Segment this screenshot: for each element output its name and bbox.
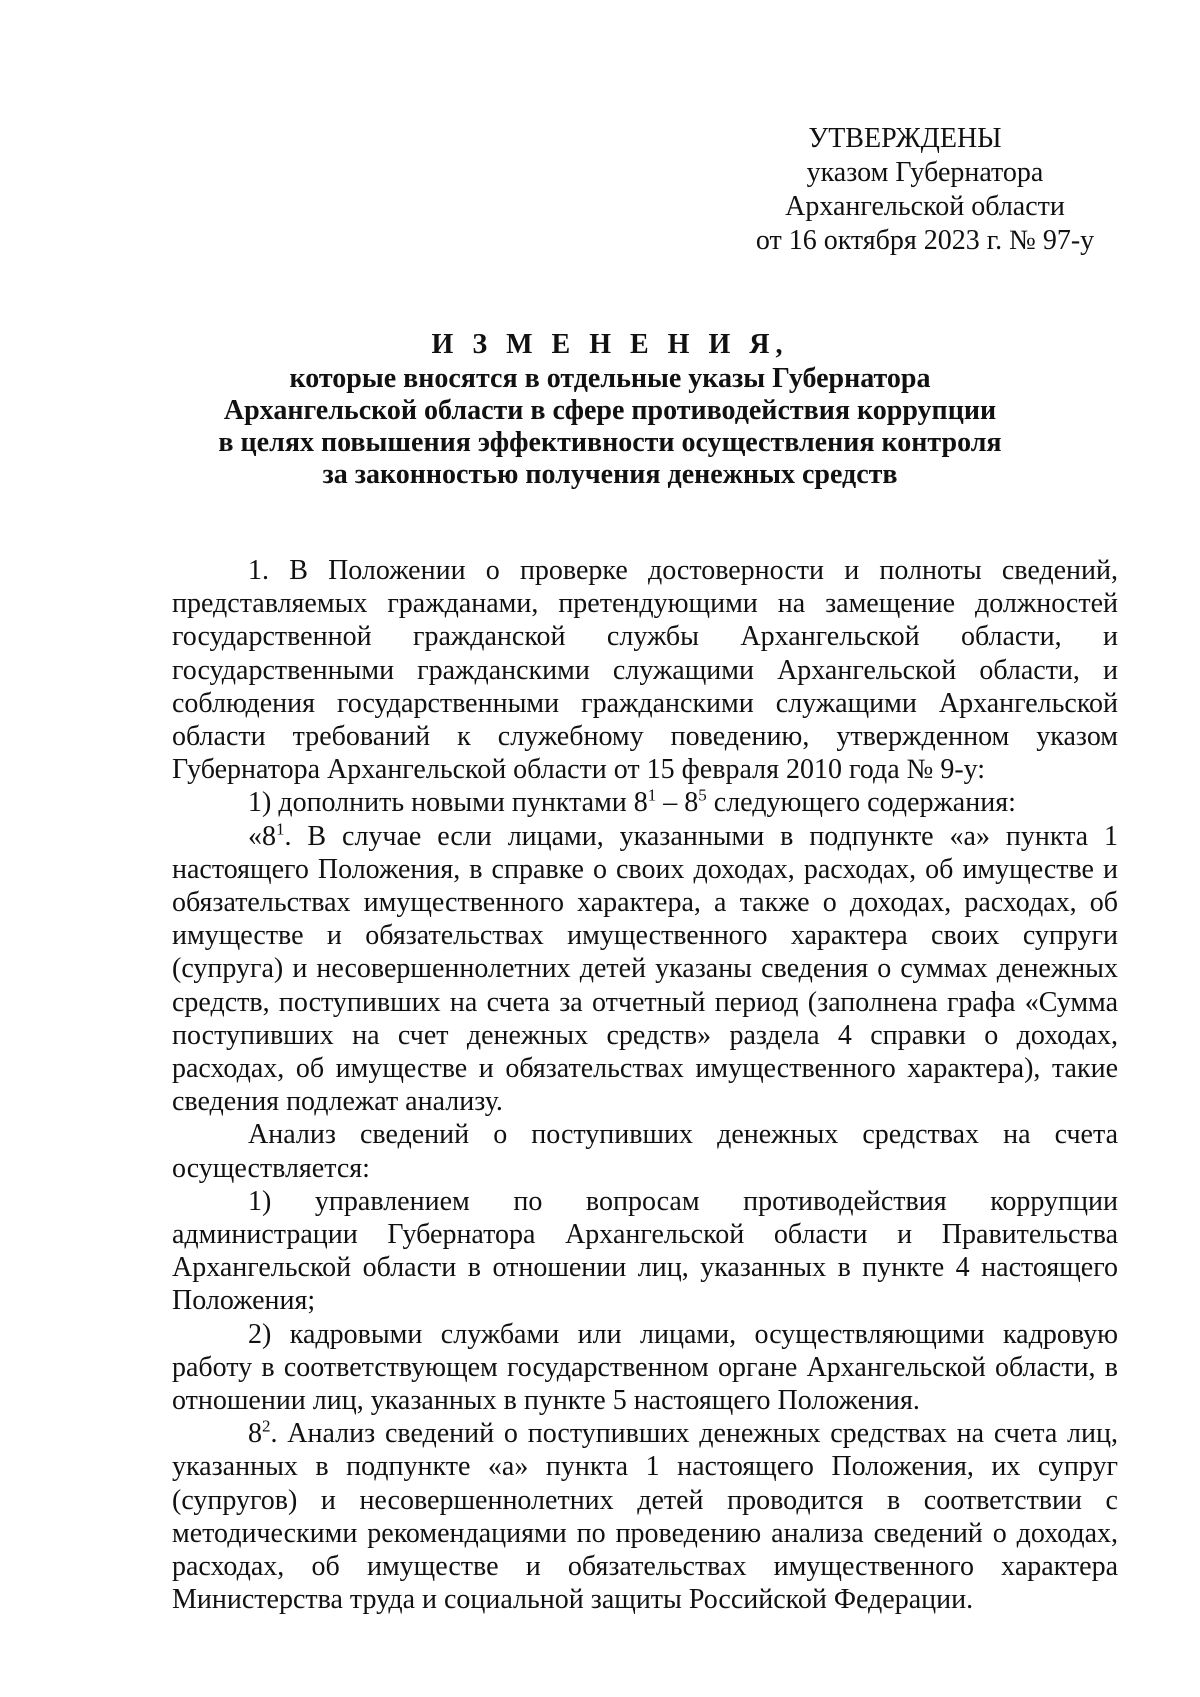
paragraph-2-text-b: – 8 bbox=[656, 787, 699, 819]
title-line-3: в целях повышения эффективности осуществления контроля bbox=[218, 427, 1002, 458]
approval-line-date: от 16 октября 2023 г. № 97-у bbox=[755, 225, 1095, 256]
paragraph-7-text: . Анализ сведений о поступивших денежных средствах на счета лиц, указанных в подпункте «а» пункта 1 настоящего Положения, их супруг (супругов) и несовершеннолетних детей проводится в соответствии с методическими рекомендациями по проведению анализа сведений о доходах, расходах, об имуществе и обязательствах имущественного характера Министерства труда и социальной защиты Российской Федерации. bbox=[172, 1418, 1118, 1616]
approval-heading: УТВЕРЖДЕНЫ bbox=[808, 123, 1002, 154]
paragraph-7 bbox=[172, 1417, 1118, 1616]
paragraph-2 bbox=[172, 786, 1118, 819]
document-title bbox=[170, 329, 1050, 491]
paragraph-2-text-c: следующего содержания: bbox=[706, 787, 1016, 819]
approval-line-decree: указом Губернатора bbox=[806, 157, 1044, 188]
paragraph-3-number: «8 bbox=[248, 820, 276, 852]
paragraph-5: 1) управлением по вопросам противодействия коррупции администрации Губернатора Архангельской области и Правительства Архангельской области в отношении лиц, указанных в пункте 4 настоящего Положения; bbox=[172, 1185, 1118, 1317]
document-body bbox=[172, 554, 1118, 1617]
paragraph-2-sup-1: 1 bbox=[647, 786, 657, 806]
paragraph-1: 1. В Положении о проверке достоверности и полноты сведений, представляемых гражданами, претендующими на замещение должностей государственной гражданской службы Архангельской области, и государственными гражданскими служащими Архангельской области, и соблюдения государственными гражданскими служащими Архангельской области требований к служебному поведению, утвержденном указом Губернатора Архангельской области от 15 февраля 2010 года № 9-у: bbox=[172, 555, 1118, 786]
approval-line-region: Архангельской области bbox=[785, 191, 1065, 222]
paragraph-6: 2) кадровыми службами или лицами, осуществляющими кадровую работу в соответствующем государственном органе Архангельской области, в отношении лиц, указанных в пункте 5 настоящего Положения. bbox=[172, 1318, 1118, 1417]
title-line-1: которые вносятся в отдельные указы Губернатора bbox=[289, 363, 931, 394]
paragraph-3-text: . В случае если лицами, указанными в подпункте «а» пункта 1 настоящего Положения, в справке о своих доходах, расходах, об имуществе и обязательствах имущественного характера, а также о доходах, расходах, об имуществе и обязательствах имущественного характера своих супруги (супруга) и несовершеннолетних детей указаны сведения о суммах денежных средств, поступивших на счета за отчетный период (заполнена графа «Сумма поступивших на счет денежных средств» раздела 4 справки о доходах, расходах, об имуществе и обязательствах имущественного характера), такие сведения подлежат анализу. bbox=[172, 820, 1118, 1118]
paragraph-2-text-a: 1) дополнить новыми пунктами 8 bbox=[248, 787, 648, 819]
approval-stamp bbox=[700, 122, 1150, 258]
title-line-2: Архангельской области в сфере противодействия коррупции bbox=[223, 395, 997, 426]
title-line-4: за законностью получения денежных средств bbox=[322, 459, 898, 490]
paragraph-7-sup: 2 bbox=[262, 1416, 271, 1436]
paragraph-7-number: 8 bbox=[248, 1418, 262, 1450]
paragraph-4: Анализ сведений о поступивших денежных средствах на счета осуществляется: bbox=[172, 1119, 1118, 1184]
paragraph-3 bbox=[172, 820, 1118, 1119]
paragraph-2-sup-2: 5 bbox=[698, 786, 707, 806]
paragraph-3-sup: 1 bbox=[276, 819, 285, 839]
title-heading: И З М Е Н Е Н И Я, bbox=[431, 329, 789, 360]
